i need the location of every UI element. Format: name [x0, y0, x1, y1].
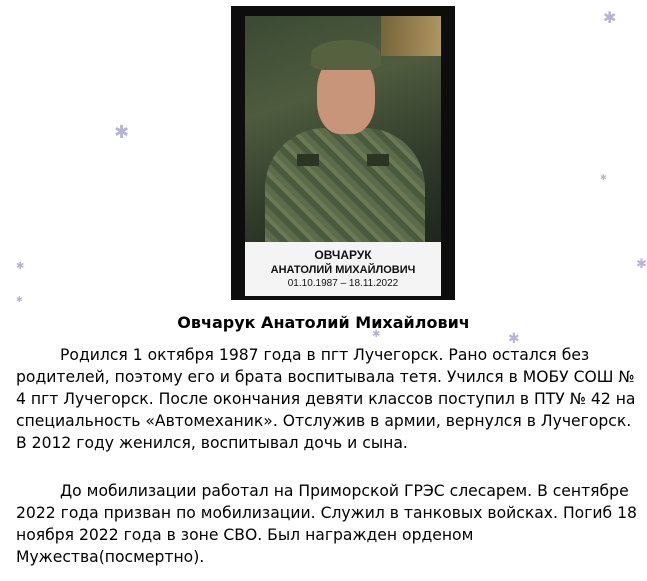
snowflake-icon: ✱	[16, 261, 25, 272]
soldier-portrait-photo	[245, 16, 441, 242]
caption-dates: 01.10.1987 – 18.11.2022	[287, 278, 399, 289]
memorial-portrait-frame	[231, 6, 455, 300]
biography-paragraph-1: Родился 1 октября 1987 года в пгт Лучегорск. Рано остался без родителей, поэтому его и брата воспитывала тетя. Учился в МОБУ СОШ № 4 пгт Лучегорск. После окончания девяти классов поступил в ПТУ № 42 на специальность «Автомеханик». Отслужив в армии, вернулся в Лучегорск. В 2012 году женился, воспитывал дочь и сына.	[16, 346, 636, 452]
snowflake-icon: ✱	[508, 331, 520, 347]
snowflake-icon: ✱	[372, 329, 381, 340]
snowflake-icon: ✱	[600, 173, 607, 182]
snowflake-icon: ✱	[114, 122, 130, 143]
caption-full-name: АНАТОЛИЙ МИХАЙЛОВИЧ	[270, 264, 416, 276]
portrait-caption	[245, 242, 441, 296]
snowflake-icon: ✱	[603, 8, 617, 27]
article-title: Овчарук Анатолий Михайлович	[177, 313, 470, 332]
biography-paragraph-2: До мобилизации работал на Приморской ГРЭС слесарем. В сентябре 2022 года призван по мобилизации. Служил в танковых войсках. Погиб 18 ноября 2022 года в зоне СВО. Был награжден орденом Мужества(посмертно).	[16, 482, 637, 566]
snowflake-icon: ✱	[16, 295, 23, 304]
snowflake-icon: ✱	[636, 257, 647, 272]
caption-surname: ОВЧАРУК	[314, 248, 372, 262]
